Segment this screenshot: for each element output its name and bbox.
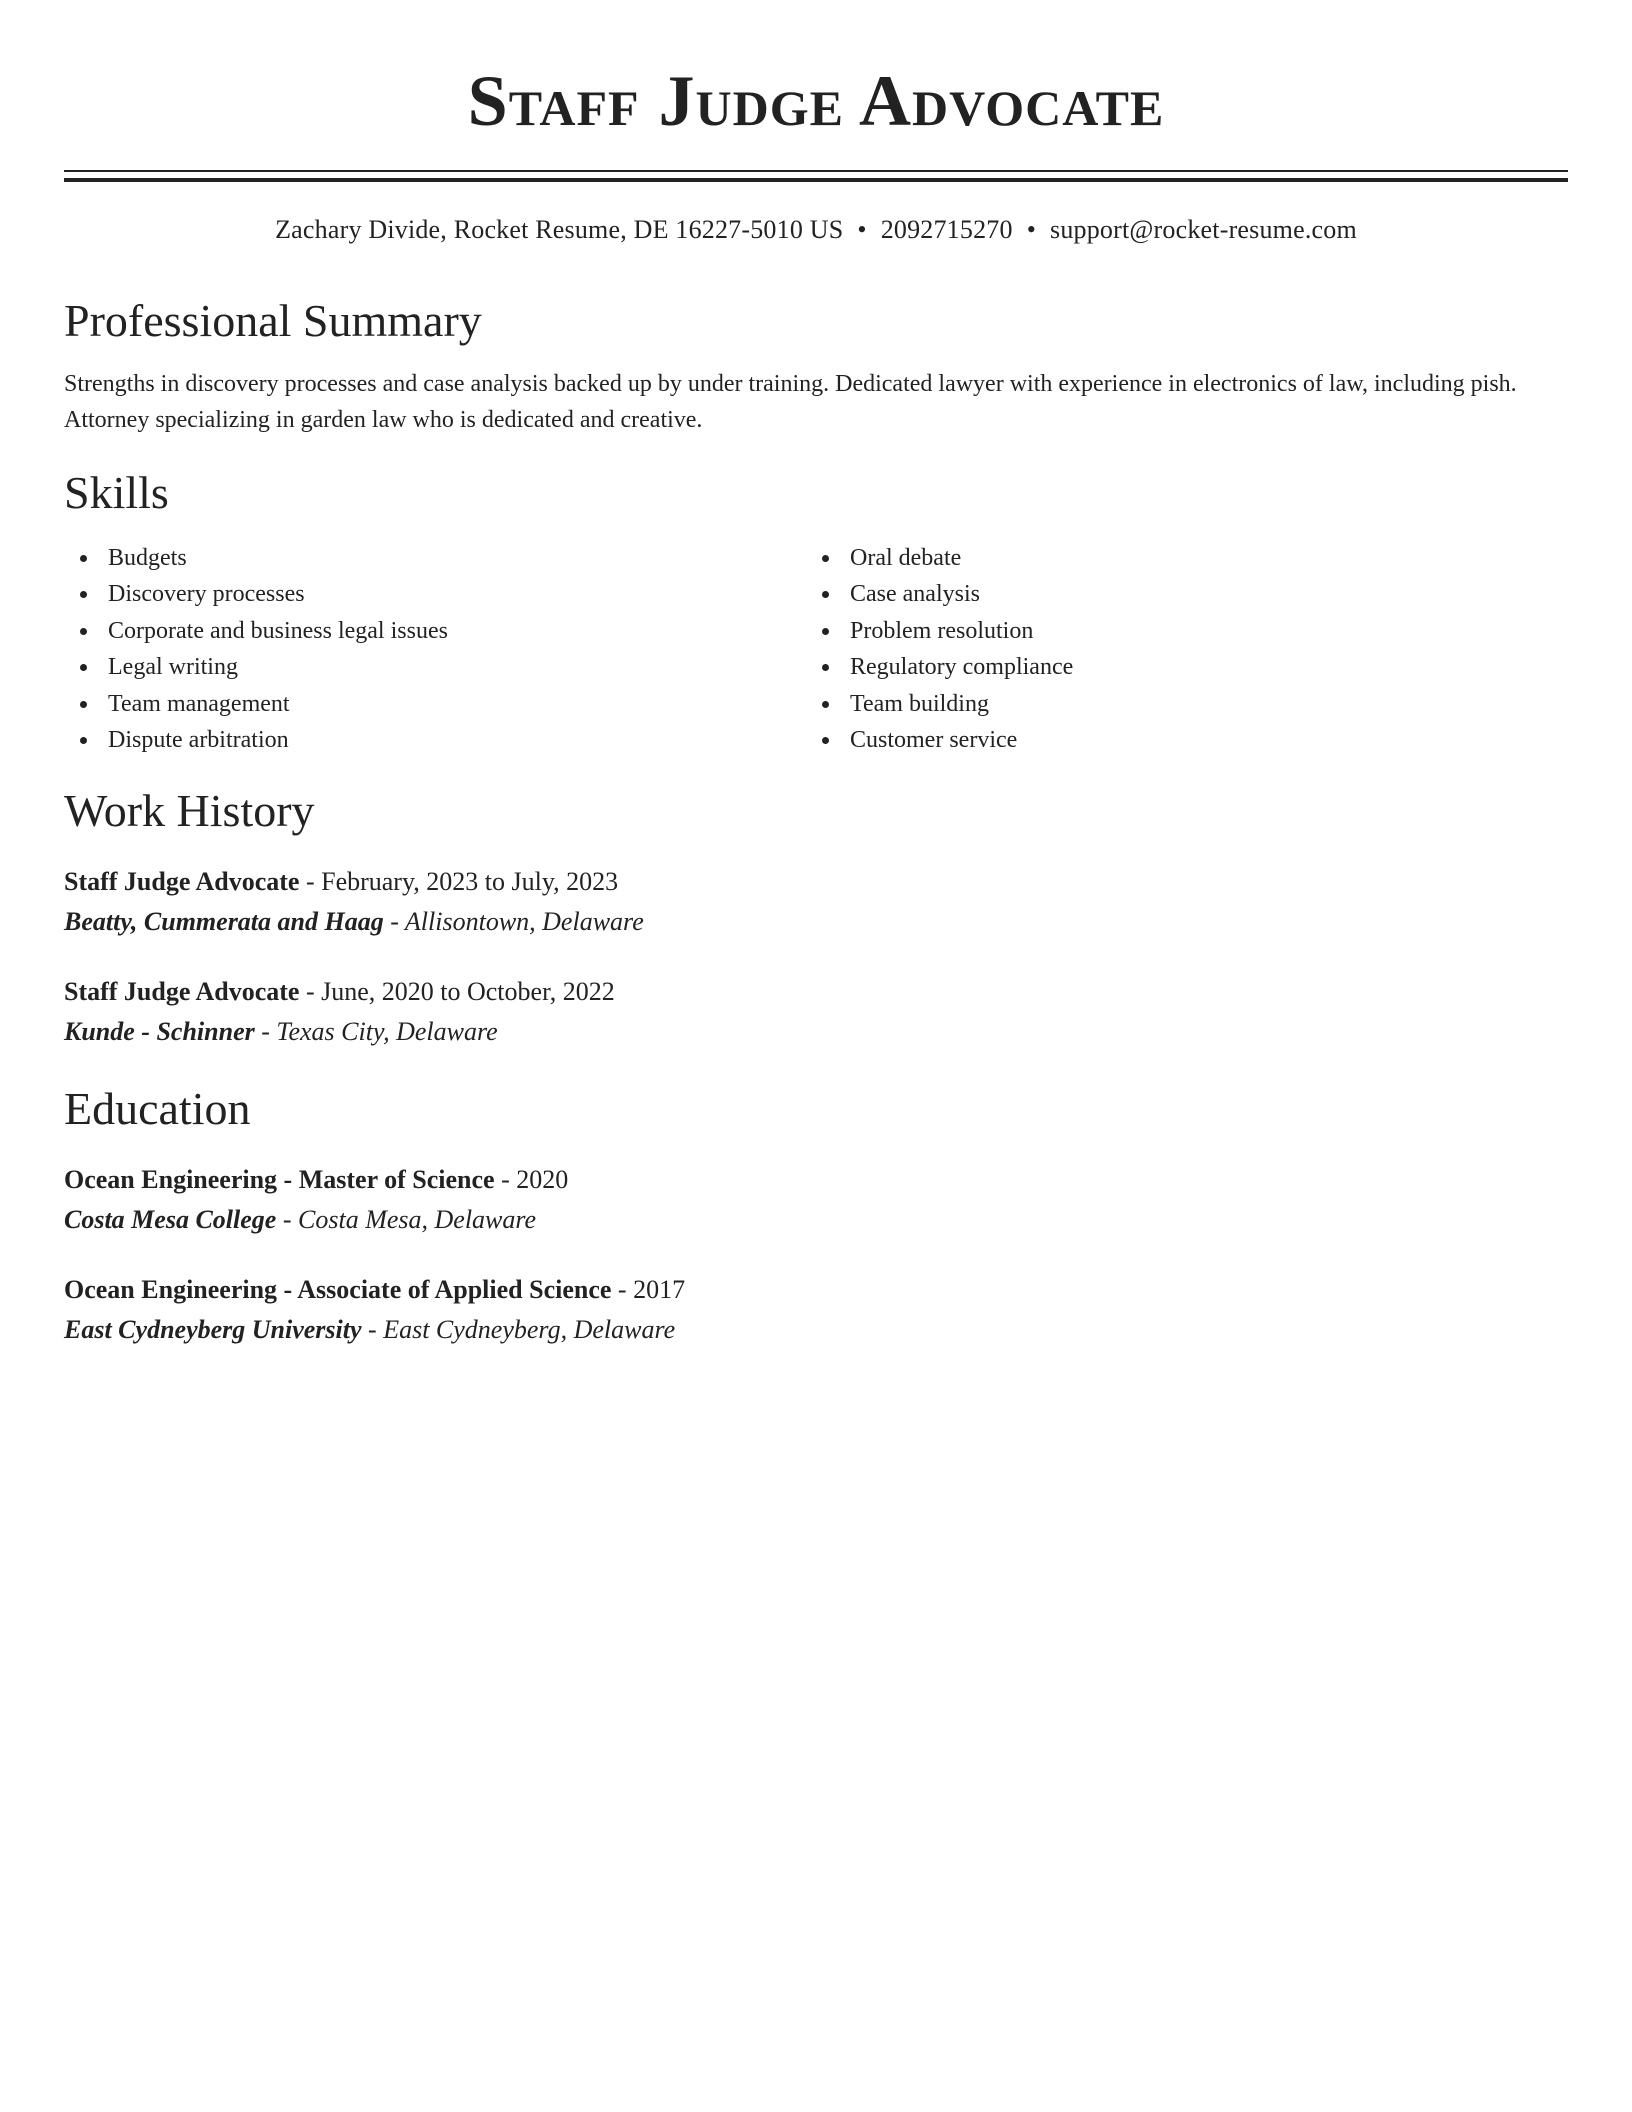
title-divider-thin	[64, 170, 1568, 172]
skill-item: Team building	[806, 686, 1548, 722]
contact-email: support@rocket-resume.com	[1050, 215, 1357, 244]
contact-address: Zachary Divide, Rocket Resume, DE 16227-5010 US	[275, 215, 844, 244]
summary-heading: Professional Summary	[64, 295, 482, 346]
skill-item: Problem resolution	[806, 613, 1548, 649]
work-entry-employer	[64, 1012, 1568, 1052]
education-entry-school	[64, 1200, 1568, 1240]
skill-item: Corporate and business legal issues	[64, 613, 806, 649]
skills-grid	[64, 540, 1568, 758]
skill-item: Dispute arbitration	[64, 722, 806, 758]
skill-item: Legal writing	[64, 649, 806, 685]
contact-separator: •	[857, 215, 867, 244]
work-entry-header	[64, 862, 1568, 902]
degree-name: Ocean Engineering - Associate of Applied Science	[64, 1275, 612, 1305]
entry-separator: -	[494, 1165, 517, 1195]
entry-separator: -	[299, 977, 322, 1007]
contact-line	[64, 214, 1568, 246]
skill-item: Regulatory compliance	[806, 649, 1548, 685]
education-entry-header	[64, 1270, 1568, 1310]
job-location: Allisontown, Delaware	[404, 907, 644, 937]
company-name: Kunde - Schinner	[64, 1017, 255, 1047]
work-history-heading: Work History	[64, 785, 315, 837]
work-entry	[64, 972, 1568, 1052]
education-heading: Education	[64, 1083, 251, 1135]
skill-item: Discovery processes	[64, 576, 806, 612]
work-entry-employer	[64, 902, 1568, 942]
entry-separator: -	[383, 907, 405, 937]
skill-item: Team management	[64, 686, 806, 722]
job-dates: February, 2023 to July, 2023	[321, 867, 619, 897]
entry-separator: -	[299, 867, 322, 897]
company-name: Beatty, Cummerata and Haag	[64, 907, 384, 937]
job-dates: June, 2020 to October, 2022	[321, 977, 615, 1007]
summary-text: Strengths in discovery processes and case analysis backed up by under training. Dedicated lawyer with experience in electronics of law, including pish. Attorney specializing in garden law who is dedicated and creative.	[64, 371, 1517, 433]
education-entry-school	[64, 1310, 1568, 1350]
skill-item: Oral debate	[806, 540, 1548, 576]
degree-name: Ocean Engineering - Master of Science	[64, 1165, 495, 1195]
entry-separator: -	[361, 1315, 384, 1345]
skills-heading: Skills	[64, 467, 169, 518]
school-location: East Cydneyberg, Delaware	[383, 1315, 676, 1345]
entry-separator: -	[254, 1017, 277, 1047]
school-location: Costa Mesa, Delaware	[298, 1205, 537, 1235]
graduation-year: 2020	[516, 1165, 569, 1195]
job-location: Texas City, Delaware	[276, 1017, 498, 1047]
work-entry-header	[64, 972, 1568, 1012]
education-entry-header	[64, 1160, 1568, 1200]
work-entry	[64, 862, 1568, 942]
job-title: Staff Judge Advocate	[64, 977, 300, 1007]
skill-item: Case analysis	[806, 576, 1548, 612]
skills-list-left	[64, 540, 806, 758]
education-entry	[64, 1270, 1568, 1350]
skill-item: Budgets	[64, 540, 806, 576]
entry-separator: -	[611, 1275, 634, 1305]
contact-phone: 2092715270	[880, 215, 1013, 244]
title-divider-thick	[64, 178, 1568, 182]
skill-item: Customer service	[806, 722, 1548, 758]
job-title: Staff Judge Advocate	[64, 867, 300, 897]
resume-title: Staff Judge Advocate	[467, 61, 1165, 141]
graduation-year: 2017	[633, 1275, 686, 1305]
entry-separator: -	[276, 1205, 299, 1235]
school-name: Costa Mesa College	[64, 1205, 277, 1235]
education-entry	[64, 1160, 1568, 1240]
skills-list-right	[806, 540, 1548, 758]
school-name: East Cydneyberg University	[64, 1315, 362, 1345]
contact-separator: •	[1026, 215, 1036, 244]
